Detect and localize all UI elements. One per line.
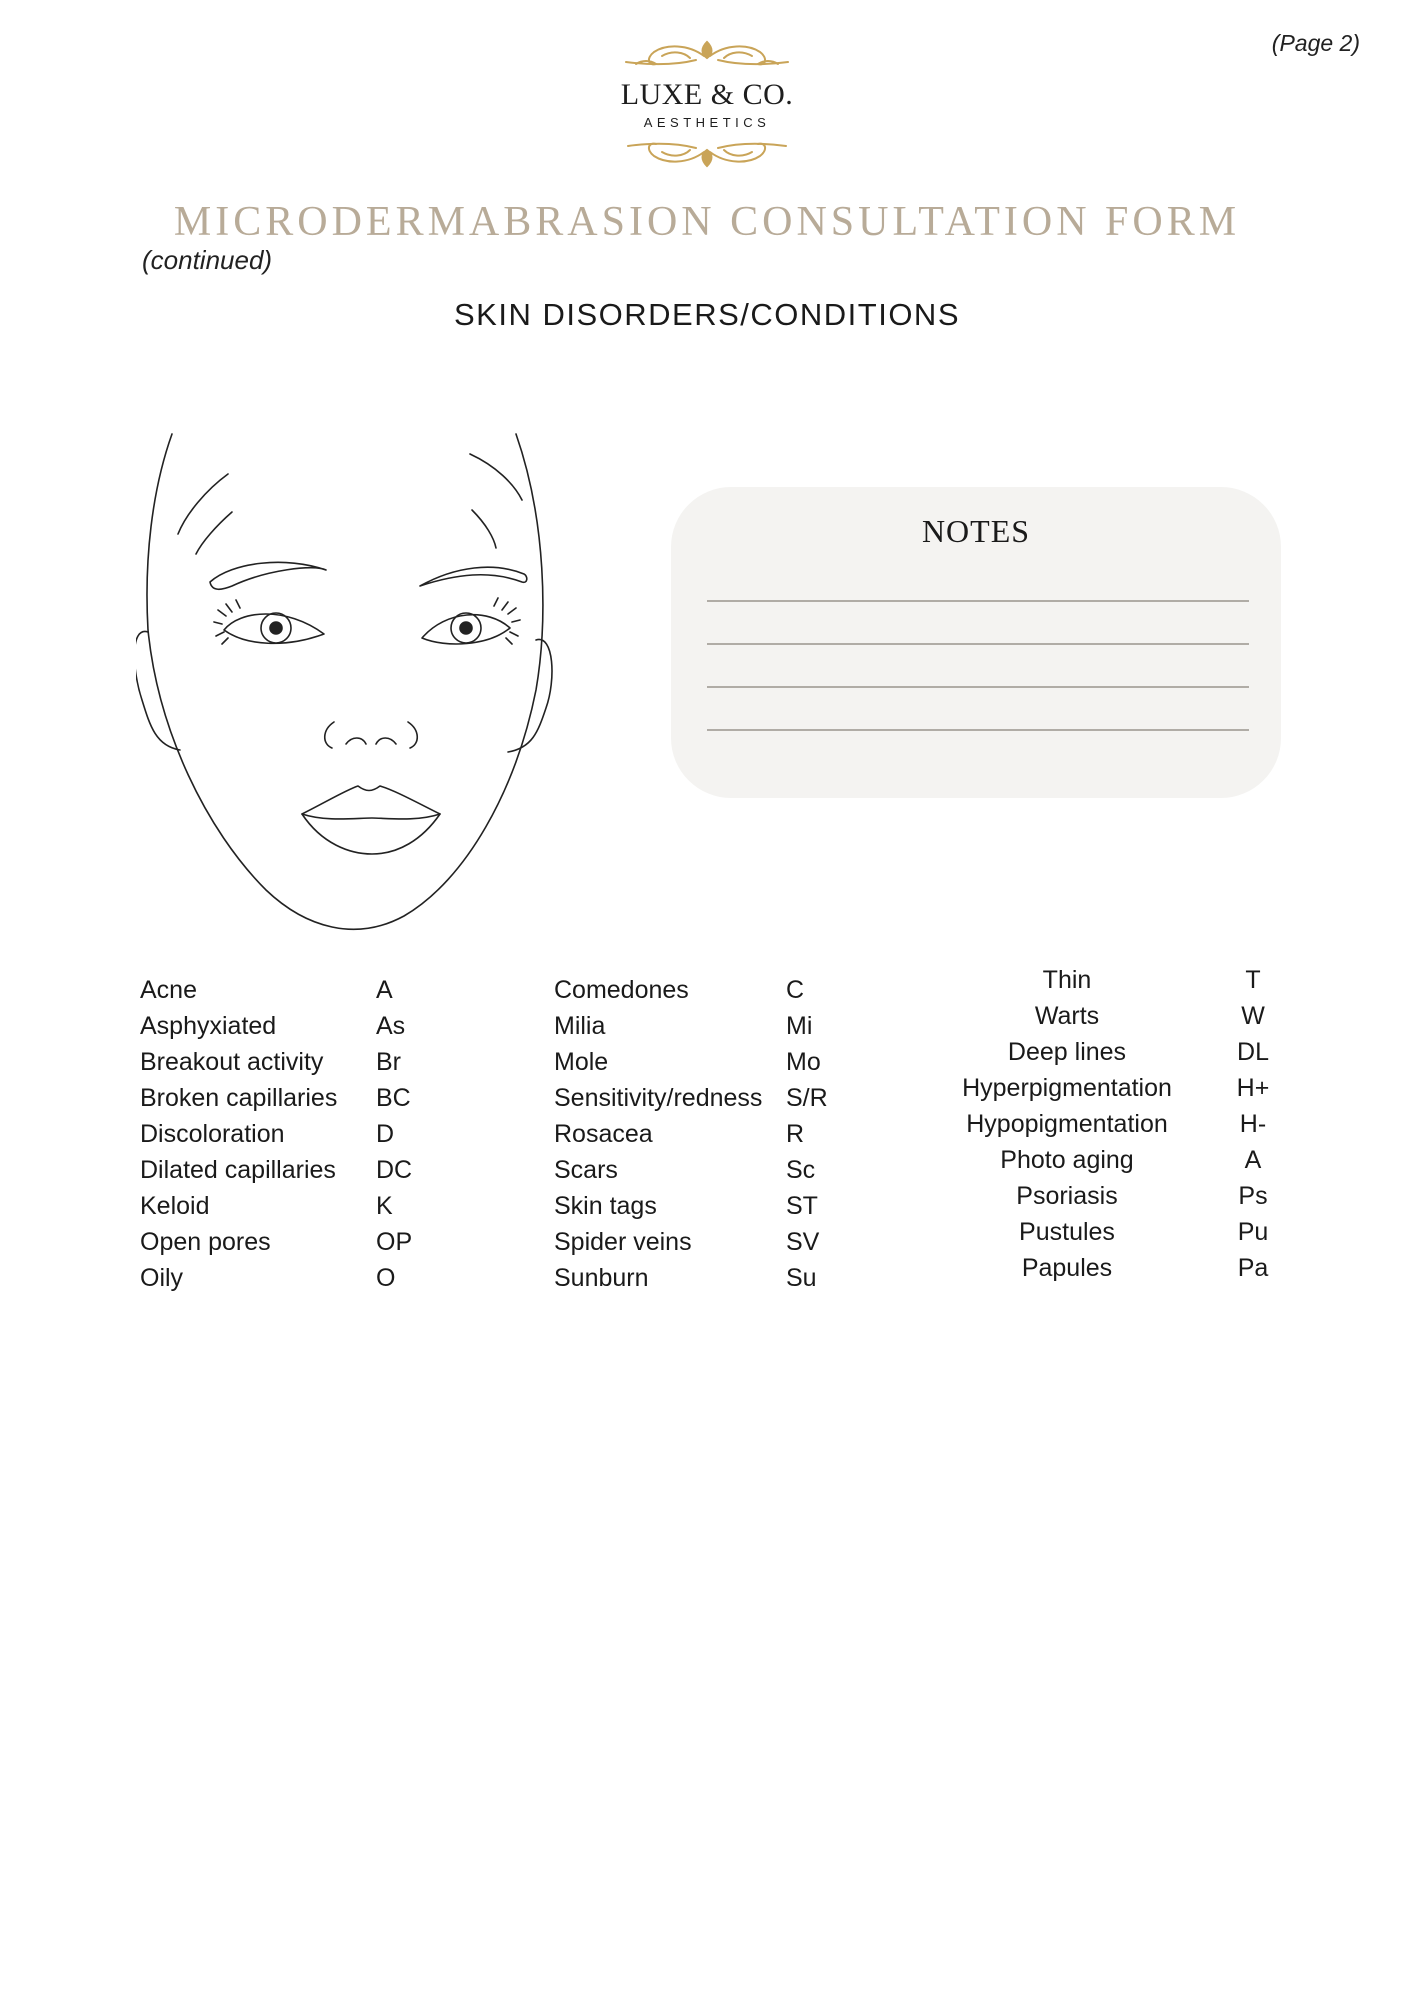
legend-code: OP bbox=[376, 1228, 413, 1256]
legend-code: C bbox=[786, 976, 805, 1004]
legend-code: S/R bbox=[786, 1084, 828, 1112]
legend-term: Skin tags bbox=[554, 1192, 657, 1220]
legend-code: W bbox=[1241, 1002, 1265, 1030]
notes-line[interactable] bbox=[707, 600, 1249, 602]
legend-term: Breakout activity bbox=[140, 1048, 324, 1076]
legend-term: Discoloration bbox=[140, 1120, 285, 1148]
legend-term: Sunburn bbox=[554, 1264, 649, 1292]
notes-line[interactable] bbox=[707, 686, 1249, 688]
legend-term: Warts bbox=[1034, 1002, 1100, 1030]
legend-code: Sc bbox=[786, 1156, 816, 1184]
legend-code: Pu bbox=[1237, 1218, 1269, 1246]
legend-code: R bbox=[786, 1120, 805, 1148]
legend-term: Dilated capillaries bbox=[140, 1156, 336, 1184]
legend-code: K bbox=[376, 1192, 393, 1220]
legend-code: D bbox=[376, 1120, 395, 1148]
legend-code: BC bbox=[376, 1084, 411, 1112]
legend-code: A bbox=[376, 976, 393, 1004]
legend-code: Ps bbox=[1238, 1182, 1268, 1210]
legend-term: Sensitivity/redness bbox=[554, 1084, 763, 1112]
section-title: SKIN DISORDERS/CONDITIONS bbox=[454, 297, 960, 332]
legend-code: Su bbox=[786, 1264, 817, 1292]
legend-term: Spider veins bbox=[554, 1228, 692, 1256]
brand-logo bbox=[600, 34, 814, 174]
legend-term: Rosacea bbox=[554, 1120, 653, 1148]
legend-code: DL bbox=[1237, 1038, 1269, 1066]
legend-code: Mi bbox=[786, 1012, 813, 1040]
legend-code: ST bbox=[786, 1192, 818, 1220]
legend-term: Papules bbox=[1021, 1254, 1113, 1282]
legend-term: Pustules bbox=[1019, 1218, 1115, 1246]
page-number: (Page 2) bbox=[1271, 30, 1360, 56]
legend-term: Broken capillaries bbox=[140, 1084, 338, 1112]
legend-term: Oily bbox=[140, 1264, 184, 1292]
notes-line[interactable] bbox=[707, 643, 1249, 645]
legend-code: As bbox=[376, 1012, 406, 1040]
legend-code: H- bbox=[1239, 1110, 1267, 1138]
legend-term: Photo aging bbox=[1000, 1146, 1134, 1174]
legend-code: SV bbox=[786, 1228, 820, 1256]
legend-code: Pa bbox=[1237, 1254, 1269, 1282]
continued-label: (continued) bbox=[142, 245, 273, 275]
legend-code: H+ bbox=[1236, 1074, 1270, 1102]
face-chart-icon bbox=[136, 430, 596, 940]
legend-code: DC bbox=[376, 1156, 413, 1184]
legend-term: Asphyxiated bbox=[140, 1012, 277, 1040]
legend-term: Milia bbox=[554, 1012, 606, 1040]
legend-term: Scars bbox=[554, 1156, 618, 1184]
legend-code: T bbox=[1245, 966, 1261, 994]
notes-title: NOTES bbox=[921, 513, 1031, 549]
legend-term: Hyperpigmentation bbox=[962, 1074, 1172, 1102]
notes-box[interactable] bbox=[671, 487, 1281, 798]
legend-term: Open pores bbox=[140, 1228, 271, 1256]
legend-term: Psoriasis bbox=[1016, 1182, 1118, 1210]
legend-code: Mo bbox=[786, 1048, 821, 1076]
logo-title: LUXE & CO. bbox=[620, 78, 794, 111]
form-title: MICRODERMABRASION CONSULTATION FORM bbox=[173, 199, 1241, 245]
legend-term: Comedones bbox=[554, 976, 689, 1004]
legend-code: O bbox=[376, 1264, 396, 1292]
legend-code: Br bbox=[376, 1048, 401, 1076]
legend-term: Deep lines bbox=[1007, 1038, 1127, 1066]
legend-term: Hypopigmentation bbox=[966, 1110, 1168, 1138]
legend-term: Acne bbox=[140, 976, 197, 1004]
legend-code: A bbox=[1244, 1146, 1262, 1174]
logo-subtitle: AESTHETICS bbox=[643, 115, 771, 130]
legend-term: Keloid bbox=[140, 1192, 210, 1220]
legend-term: Thin bbox=[1042, 966, 1092, 994]
notes-line[interactable] bbox=[707, 729, 1249, 731]
legend-term: Mole bbox=[554, 1048, 609, 1076]
